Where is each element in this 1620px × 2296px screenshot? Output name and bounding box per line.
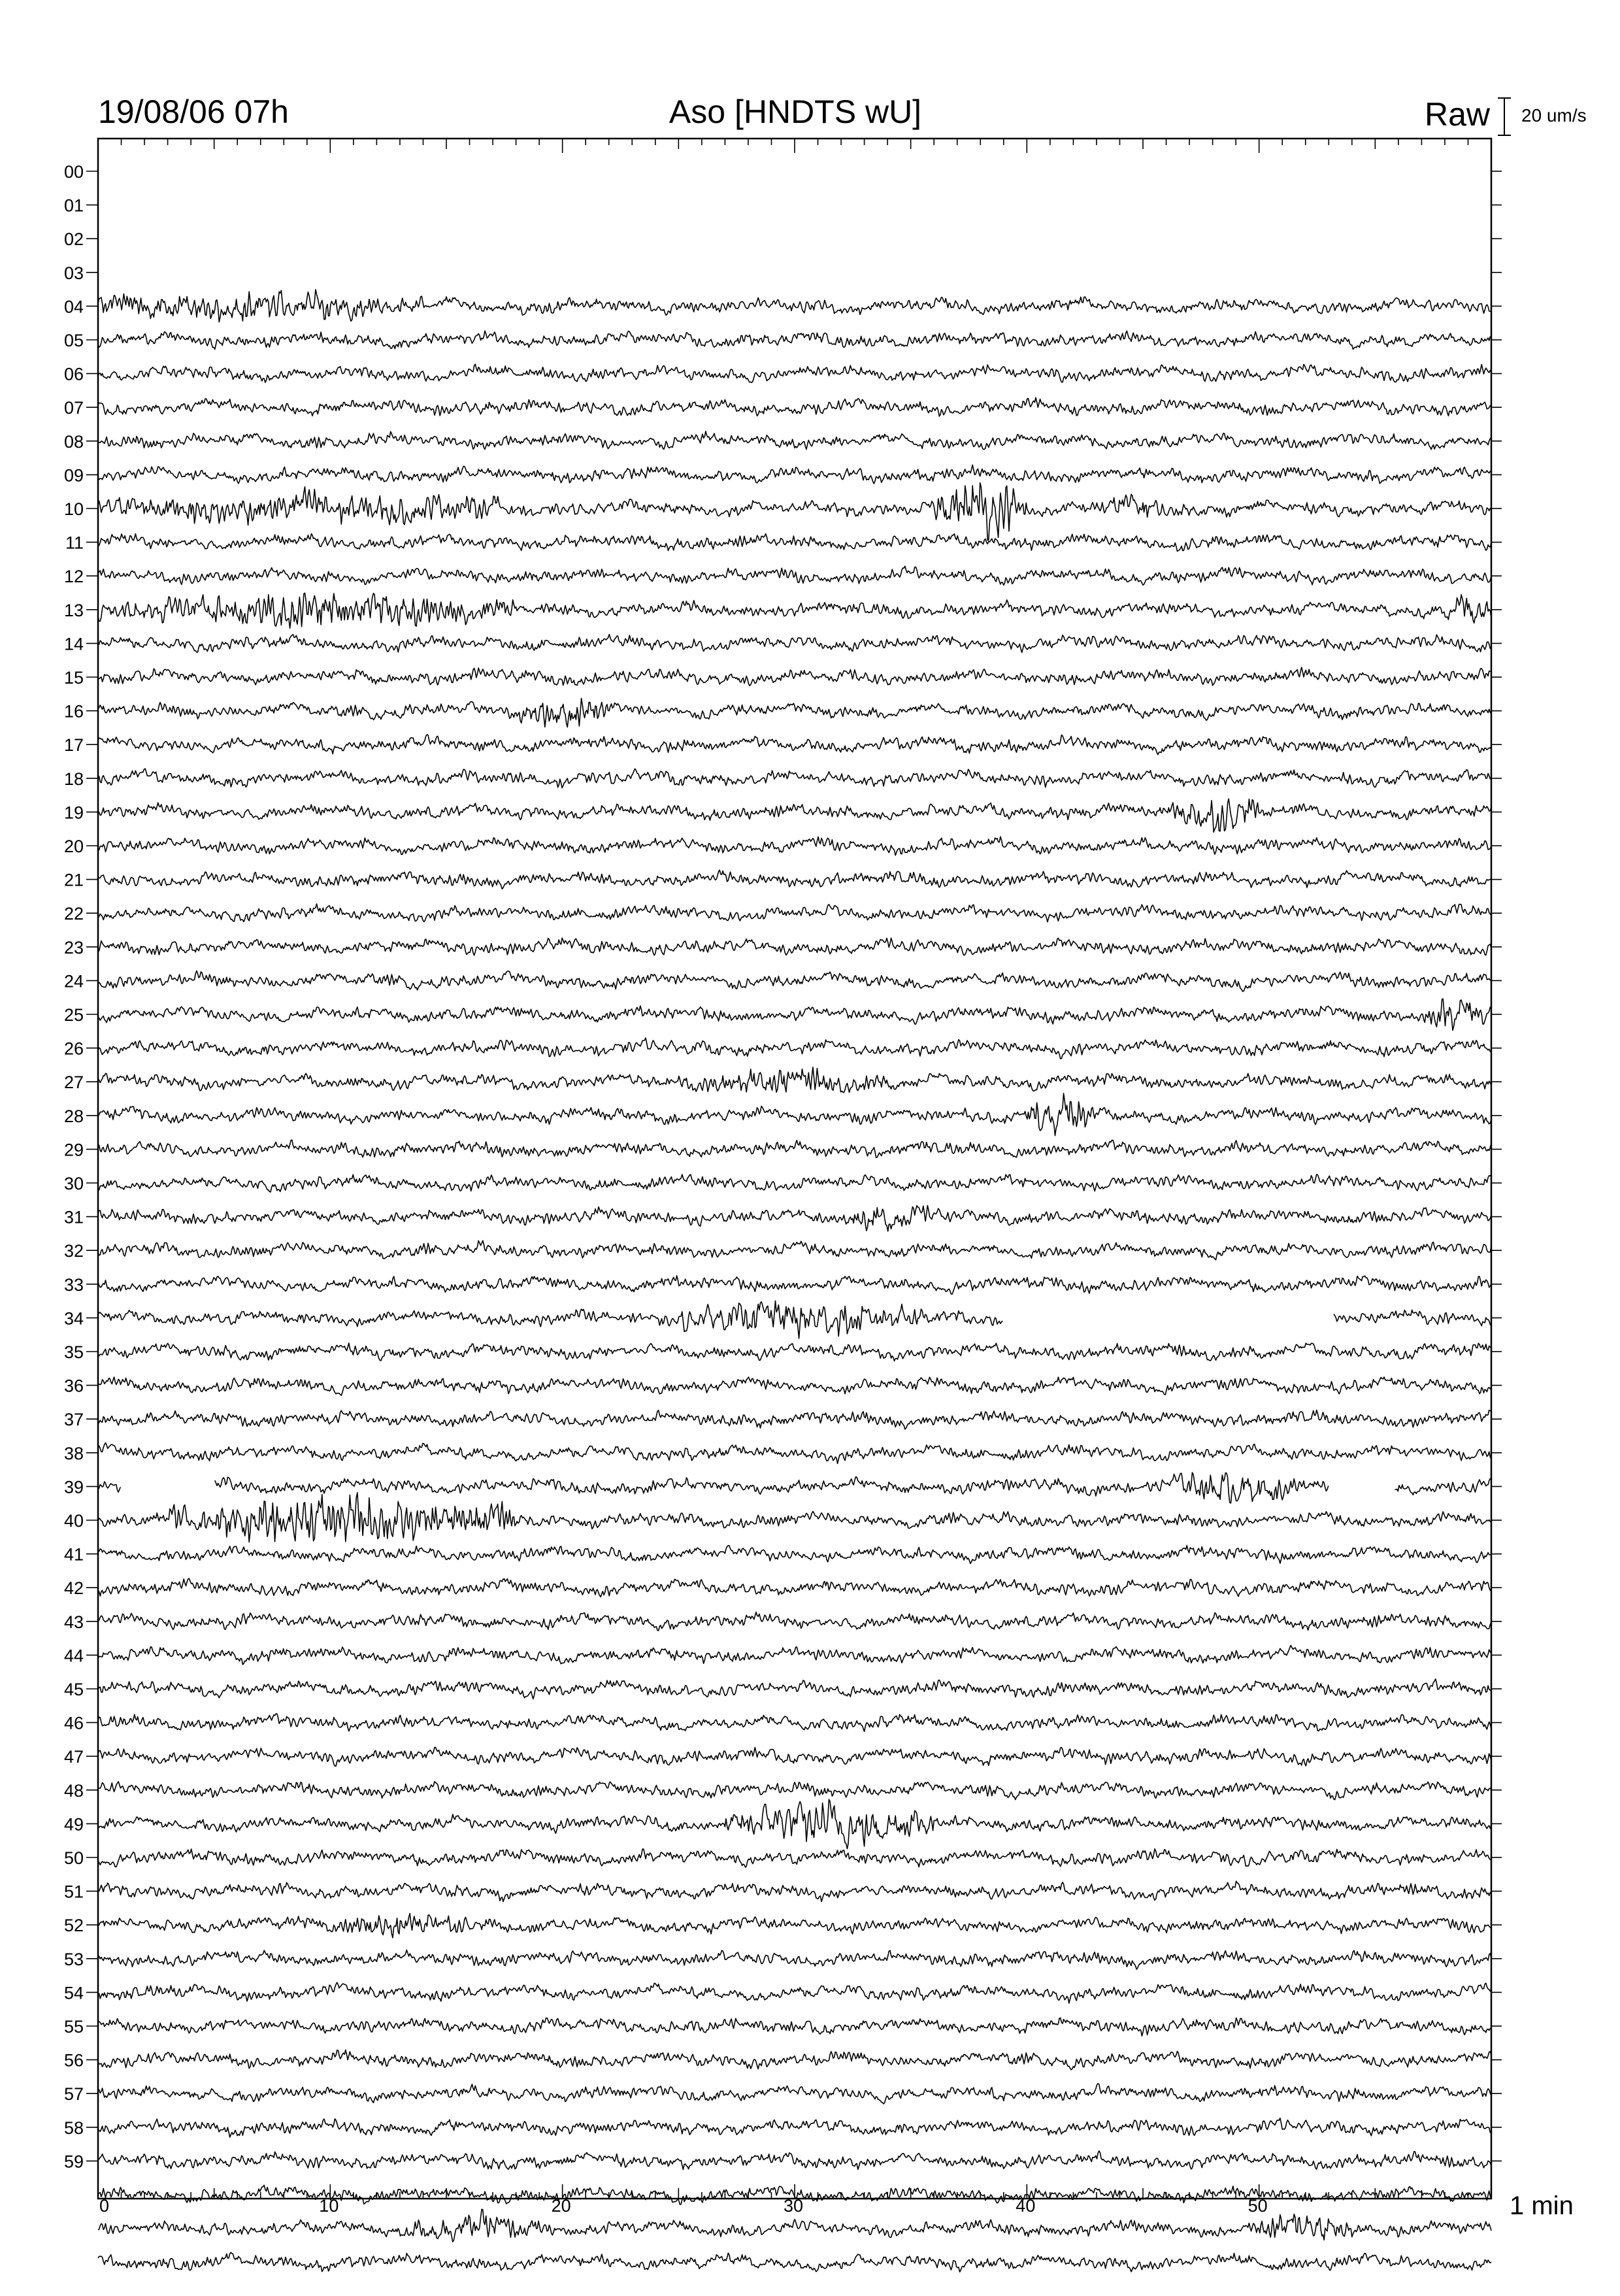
trace-row-15 [98, 667, 1491, 686]
trace-row-39 [98, 1472, 1491, 1503]
row-label: 52 [63, 1916, 84, 1936]
row-label: 02 [63, 229, 84, 250]
row-label: 30 [63, 1174, 84, 1193]
row-label: 14 [63, 634, 84, 654]
mode-label: Raw [1424, 96, 1490, 133]
trace-row-38 [98, 1443, 1491, 1464]
trace-row-34 [98, 1301, 1491, 1339]
scale-label: 20 um/s [1521, 105, 1587, 125]
x-axis-label: 1 min [1510, 2191, 1574, 2220]
trace-row-17 [98, 735, 1491, 755]
row-label: 56 [63, 2050, 84, 2071]
row-label: 15 [63, 668, 84, 688]
trace-row-55 [98, 2018, 1491, 2036]
trace-row-44 [98, 1646, 1491, 1665]
trace-row-11 [98, 534, 1491, 552]
row-label: 58 [63, 2118, 84, 2138]
row-label: 38 [63, 1443, 84, 1463]
row-label: 16 [63, 701, 84, 722]
trace-row-32 [98, 1240, 1491, 1259]
trace-row-4 [98, 290, 1491, 322]
trace-row-47 [98, 1747, 1491, 1766]
row-label: 34 [63, 1308, 84, 1329]
row-label: 50 [63, 1848, 84, 1868]
row-label: 53 [63, 1949, 84, 1969]
row-label: 28 [63, 1106, 84, 1126]
row-label: 27 [63, 1073, 84, 1093]
row-label: 00 [63, 162, 84, 182]
trace-row-58 [98, 2118, 1491, 2137]
seismic-traces [98, 290, 1491, 2272]
trace-row-52 [98, 1914, 1491, 1938]
row-label: 31 [63, 1207, 84, 1227]
trace-row-23 [98, 938, 1491, 956]
row-label: 21 [63, 870, 84, 890]
row-label: 48 [63, 1780, 84, 1801]
row-label: 23 [63, 937, 84, 957]
row-label: 51 [63, 1882, 84, 1902]
trace-row-51 [98, 1881, 1491, 1901]
trace-row-5 [98, 331, 1491, 349]
trace-row-26 [98, 1038, 1491, 1059]
row-label: 03 [63, 263, 84, 283]
x-tick-label: 40 [1016, 2196, 1036, 2216]
row-label: 44 [63, 1646, 84, 1666]
trace-row-19 [98, 799, 1491, 832]
row-label: 25 [63, 1005, 84, 1025]
row-label: 36 [63, 1376, 84, 1396]
row-label: 20 [63, 837, 84, 856]
row-label: 37 [63, 1410, 84, 1430]
row-label: 08 [63, 431, 84, 452]
trace-row-49 [98, 1799, 1491, 1849]
row-label: 06 [63, 364, 84, 384]
row-label: 05 [63, 331, 84, 350]
row-label: 46 [63, 1713, 84, 1733]
trace-row-20 [98, 837, 1491, 856]
trace-row-37 [98, 1410, 1491, 1429]
trace-row-35 [98, 1343, 1491, 1361]
row-label: 54 [63, 1983, 84, 2003]
row-label: 24 [63, 971, 84, 991]
row-label: 35 [63, 1342, 84, 1362]
trace-row-29 [98, 1140, 1491, 1157]
trace-row-12 [98, 566, 1491, 585]
trace-row-33 [98, 1276, 1491, 1294]
trace-row-62 [98, 2252, 1491, 2272]
x-tick-label: 20 [551, 2196, 571, 2216]
trace-row-13 [98, 593, 1491, 628]
trace-row-48 [98, 1782, 1491, 1800]
trace-row-46 [98, 1714, 1491, 1731]
trace-row-30 [98, 1174, 1491, 1192]
row-label: 41 [63, 1544, 84, 1565]
trace-row-6 [98, 364, 1491, 382]
x-tick-label: 10 [319, 2196, 339, 2216]
row-label: 19 [63, 803, 84, 823]
trace-row-14 [98, 635, 1491, 653]
trace-row-24 [98, 971, 1491, 991]
row-label: 42 [63, 1578, 84, 1599]
trace-row-21 [98, 870, 1491, 889]
trace-row-10 [98, 483, 1491, 541]
row-label: 40 [63, 1511, 84, 1531]
row-label: 39 [63, 1477, 84, 1497]
trace-row-7 [98, 397, 1491, 416]
trace-row-9 [98, 465, 1491, 484]
trace-row-43 [98, 1612, 1491, 1631]
x-tick-label: 0 [99, 2196, 110, 2216]
row-label: 59 [63, 2152, 84, 2172]
row-label: 43 [63, 1612, 84, 1632]
trace-row-59 [98, 2151, 1491, 2170]
row-label: 22 [63, 904, 84, 924]
row-label: 33 [63, 1274, 84, 1295]
trace-row-18 [98, 769, 1491, 788]
x-tick-label: 50 [1248, 2196, 1268, 2216]
row-label: 29 [63, 1140, 84, 1160]
date-label: 19/08/06 07h [98, 93, 289, 130]
trace-row-56 [98, 2050, 1491, 2069]
row-label: 04 [63, 297, 84, 317]
trace-row-22 [98, 904, 1491, 922]
row-label: 26 [63, 1039, 84, 1059]
row-label: 01 [63, 195, 84, 216]
row-label: 57 [63, 2084, 84, 2105]
row-label: 09 [63, 465, 84, 486]
trace-row-16 [98, 698, 1491, 727]
row-label: 13 [63, 600, 84, 620]
trace-row-53 [98, 1950, 1491, 1970]
chart-title: Aso [HNDTS wU] [669, 93, 922, 130]
trace-row-41 [98, 1546, 1491, 1564]
trace-row-42 [98, 1578, 1491, 1597]
row-label: 49 [63, 1814, 84, 1835]
scale-bar [1498, 98, 1511, 135]
trace-row-28 [98, 1093, 1491, 1136]
row-label: 17 [63, 735, 84, 756]
trace-row-8 [98, 431, 1491, 450]
row-label: 12 [63, 567, 84, 587]
row-label: 07 [63, 398, 84, 418]
row-label: 47 [63, 1747, 84, 1767]
row-label: 55 [63, 2017, 84, 2037]
x-tick-label: 30 [783, 2196, 804, 2216]
row-label: 32 [63, 1241, 84, 1261]
row-label: 11 [65, 533, 84, 553]
row-label: 45 [63, 1680, 84, 1699]
row-labels [64, 162, 84, 2171]
trace-row-31 [98, 1205, 1491, 1231]
trace-row-36 [98, 1377, 1491, 1395]
trace-row-50 [98, 1849, 1491, 1867]
row-label: 10 [63, 499, 84, 519]
row-label: 18 [63, 769, 84, 789]
trace-row-27 [98, 1067, 1491, 1093]
trace-row-57 [98, 2084, 1491, 2104]
trace-row-54 [98, 1982, 1491, 2003]
trace-row-45 [98, 1679, 1491, 1699]
trace-row-25 [98, 999, 1491, 1030]
